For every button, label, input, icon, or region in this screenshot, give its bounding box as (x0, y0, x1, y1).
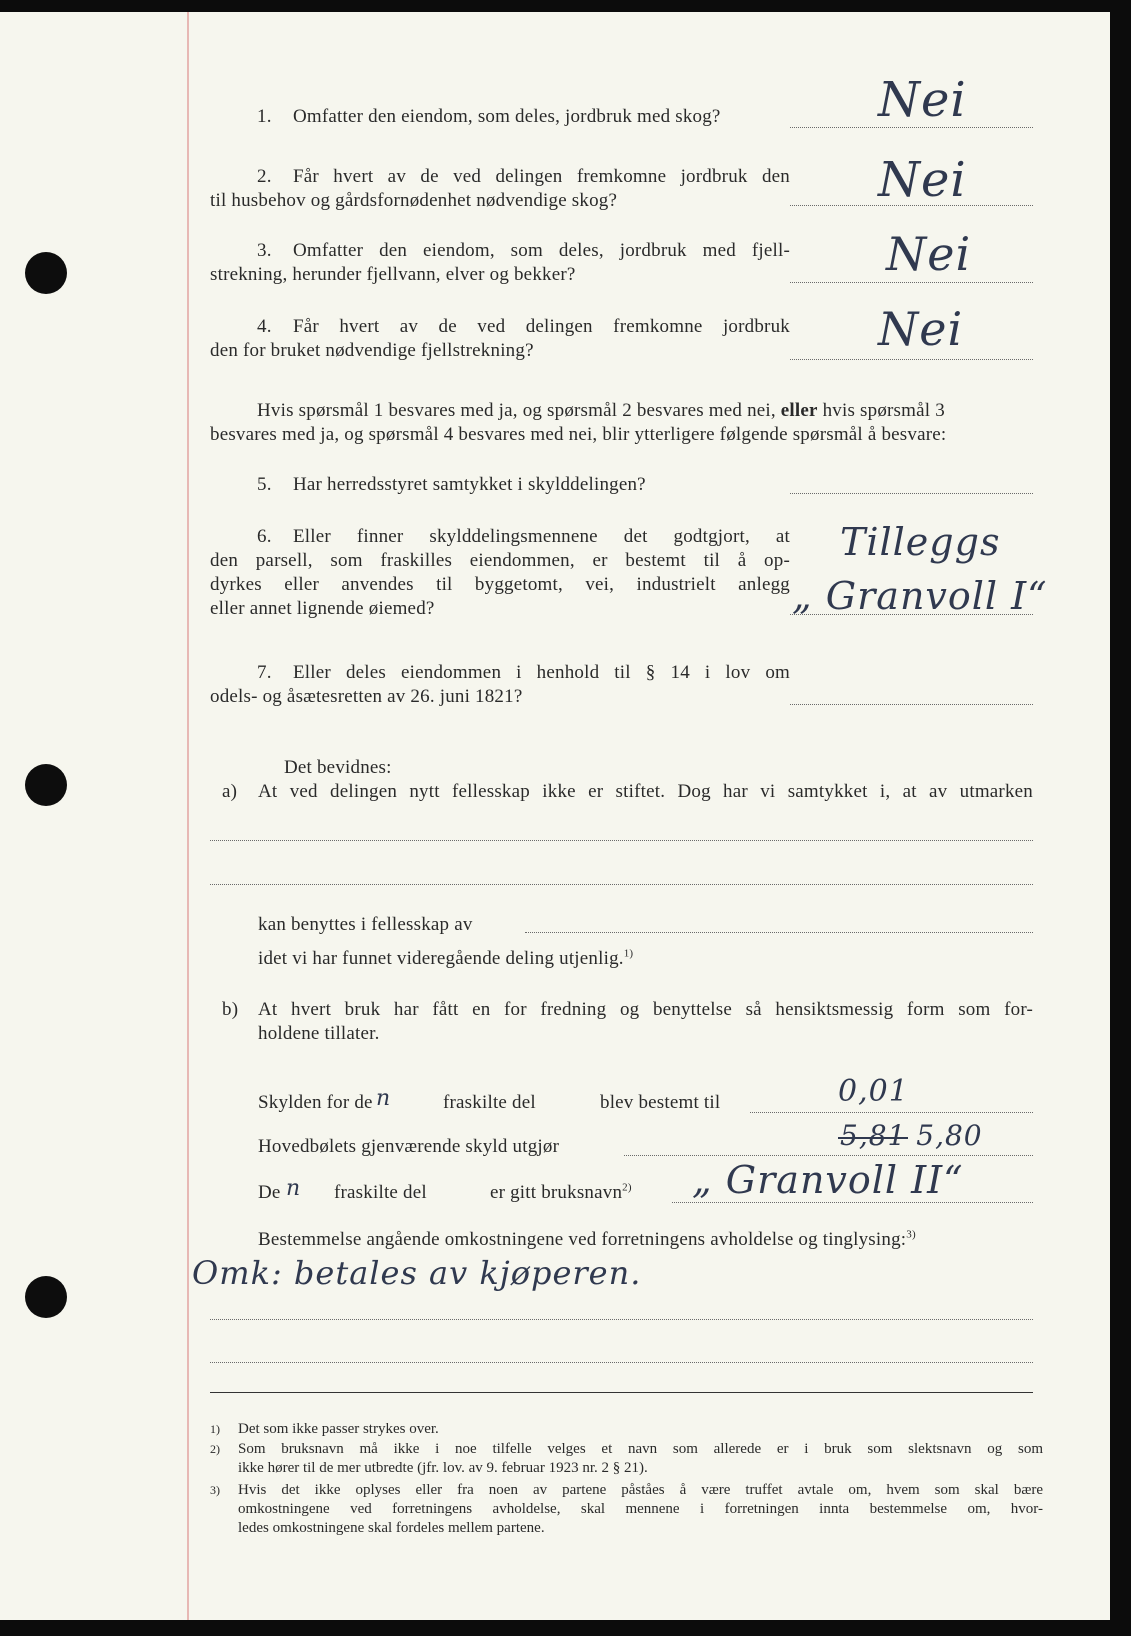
bruksnavn-fill-line (672, 1202, 1033, 1203)
condition-bold-word: eller (780, 400, 818, 421)
question-3-line-1: Omfatter den eiendom, som deles, jordbruk med fjell- (293, 240, 790, 261)
item-a-conclusion: idet vi har funnet videregående deling utjenlig.$^{1)}$ (258, 947, 634, 969)
answer-6-line-1: Tilleggs (840, 520, 1001, 564)
omkostning-value: Omk: betales av kjøperen. (192, 1254, 642, 1292)
document-page: 1. Omfatter den eiendom, som deles, jordbruk med skog? Nei 2. Får hvert av de ved delingen fremkomne jordbruk den til husbehov og gårdsfornødenhet nødvendige skog? Nei 3. Omfatter den eiendom, som deles, jordbruk med fjell- strekning, herunder fjellvann, elver og bekker? Nei 4. Får hvert av de ved delingen fremkomne jordbruk den for bruket nødvendige fjellstrekning? Nei Hvis spørsmål 1 besvares med ja, og spørsmål 2 besvares med nei, eller hvis spørsmål 3 besvares med ja, og spørsmål 4 besvares med nei, blir ytterligere følgende spørsmål å besvare: 5. Har herredsstyret samtykket i skylddelingen? 6. Eller finner skylddelingsmennene det godtgjort, at den parsell, som fraskilles eiendommen, er bestemt til å op- dyrkes eller anvendes til byggetomt, vei, industrielt anlegg eller annet lignende øiemed? Tilleggs „ Granvoll I“ 7. Eller deles eiendommen i henhold til § 14 i lov om odels- og åsætesretten av 26. juni 1821? Det bevidnes: a) At ved delingen nytt fellesskap ikke er stiftet. Dog har vi samtykket i, at av utmarken kan benyttes i fellesskap av idet vi har funnet videregående deling utjenlig.$^{1)}$ b) At hvert bruk har fått en for fredning og benyttelse så hensiktsmessig form som for- holdene tillater. Skylden for de n fraskilte del blev bestemt til 0,01 Hovedbølets gjenværende skyld utgjør 5,81 5,80 De n fraskilte del er gitt bruksnavn$^{2)}$ „ Granvoll II“ Bestemmelse angående omkostningene ved forretningens avholdelse og tinglysing:$^{3)}$ Omk: betales av kjøperen. 1) Det som ikke passer strykes over. 2) Som bruksnavn må ikke i noe tilfelle velges et navn som allerede er i bruk som slektsnavn og som ikke hører til de mer utbredte (jfr. lov. av 9. februar 1923 nr. 2 § 21). 3) Hvis det ikke oplyses eller fra noen av partene påståes å være truffet avtale om, hvem som skal bære omkostningene ved forretningens avholdelse, skal mennene i forretningen innta bestemmelse om, hvor- ledes omkostningene skal fordeles mellem partene. (0, 12, 1110, 1620)
question-2-line-1: Får hvert av de ved delingen fremkomne jordbruk den (293, 166, 790, 187)
bruksnavn-label-b: fraskilte del (334, 1182, 427, 1203)
question-6-line-1: Eller finner skylddelingsmennene det godtgjort, at (293, 526, 790, 547)
question-3-number: 3. (257, 240, 272, 261)
question-2-line-2: til husbehov og gårdsfornødenhet nødvendige skog? (210, 190, 618, 211)
hovedbol-fill-line (624, 1155, 1033, 1156)
question-4-line-2: den for bruket nødvendige fjellstrekning? (210, 340, 534, 361)
question-7-line-2: odels- og åsætesretten av 26. juni 1821? (210, 686, 523, 707)
certification-heading: Det bevidnes: (284, 757, 392, 778)
hovedbol-value: 5,80 (916, 1119, 983, 1152)
answer-6-line-2: „ Granvoll I“ (792, 574, 1048, 618)
skylden-fill-line (750, 1112, 1033, 1113)
answer-line-3 (790, 282, 1033, 283)
hovedbol-label: Hovedbølets gjenværende skyld utgjør (258, 1136, 560, 1157)
condition-line-1: Hvis spørsmål 1 besvares med ja, og spørsmål 2 besvares med nei, eller hvis spørsmål 3 (257, 400, 945, 421)
question-3-line-2: strekning, herunder fjellvann, elver og bekker? (210, 264, 576, 285)
bruksnavn-handwritten-n: n (286, 1176, 302, 1201)
item-b-line-1: At hvert bruk har fått en for fredning og benyttelse så hensiktsmessig form som for- (258, 999, 1033, 1020)
skylden-label-a: Skylden for de (258, 1092, 373, 1113)
punch-hole-middle (25, 764, 67, 806)
question-4-number: 4. (257, 316, 272, 337)
answer-line-4 (790, 359, 1033, 360)
omkostning-fill-line-1 (210, 1319, 1033, 1320)
question-7-number: 7. (257, 662, 272, 683)
question-4-line-1: Får hvert av de ved delingen fremkomne jordbruk (293, 316, 790, 337)
condition-line-2: besvares med ja, og spørsmål 4 besvares med nei, blir ytterligere følgende spørsmål å besvare: (210, 424, 947, 445)
skylden-handwritten-n: n (376, 1086, 392, 1111)
question-2-number: 2. (257, 166, 272, 187)
answer-3: Nei (886, 227, 972, 281)
question-1-text: Omfatter den eiendom, som deles, jordbruk med skog? (293, 106, 721, 127)
question-6-line-3: dyrkes eller anvendes til byggetomt, vei, industrielt anlegg (210, 574, 790, 595)
bruksnavn-label-c: er gitt bruksnavn$^{2)}$ (490, 1181, 632, 1203)
item-a-fill-line-1 (210, 840, 1033, 841)
question-5-number: 5. (257, 474, 272, 495)
item-a-shared-use: kan benyttes i fellesskap av (258, 914, 473, 935)
skylden-label-b: fraskilte del (443, 1092, 536, 1113)
margin-line (187, 12, 189, 1620)
punch-hole-bottom (25, 1276, 67, 1318)
item-a-fill-line-2 (210, 884, 1033, 885)
skylden-label-c: blev bestemt til (600, 1092, 721, 1113)
question-7-line-1: Eller deles eiendommen i henhold til § 14 i lov om (293, 662, 790, 683)
hovedbol-struck-value: 5,81 (840, 1119, 907, 1152)
item-b-label: b) (222, 999, 239, 1020)
question-6-line-2: den parsell, som fraskilles eiendommen, er bestemt til å op- (210, 550, 790, 571)
answer-4: Nei (878, 302, 964, 356)
item-b-line-2: holdene tillater. (258, 1023, 380, 1044)
item-a-text: At ved delingen nytt fellesskap ikke er stiftet. Dog har vi samtykket i, at av utmarken (258, 781, 1033, 802)
punch-hole-top (25, 252, 67, 294)
hovedbol-values (840, 1119, 983, 1152)
question-6-line-4: eller annet lignende øiemed? (210, 598, 435, 619)
footnote-separator (210, 1392, 1033, 1393)
bruksnavn-value: „ Granvoll II“ (692, 1158, 964, 1202)
answer-1: Nei (878, 72, 967, 128)
question-5-text: Har herredsstyret samtykket i skylddelingen? (293, 474, 646, 495)
answer-line-5 (790, 493, 1033, 494)
omkostning-fill-line-2 (210, 1362, 1033, 1363)
item-a-fill-line-3 (525, 932, 1033, 933)
answer-2: Nei (878, 152, 967, 208)
question-1-number: 1. (257, 106, 272, 127)
answer-line-7 (790, 704, 1033, 705)
question-6-number: 6. (257, 526, 272, 547)
item-a-label: a) (222, 781, 238, 802)
bruksnavn-label-a: De (258, 1182, 281, 1203)
omkostning-label: Bestemmelse angående omkostningene ved forretningens avholdelse og tinglysing:$^{3)}$ (258, 1228, 916, 1250)
skylden-value: 0,01 (838, 1074, 909, 1109)
